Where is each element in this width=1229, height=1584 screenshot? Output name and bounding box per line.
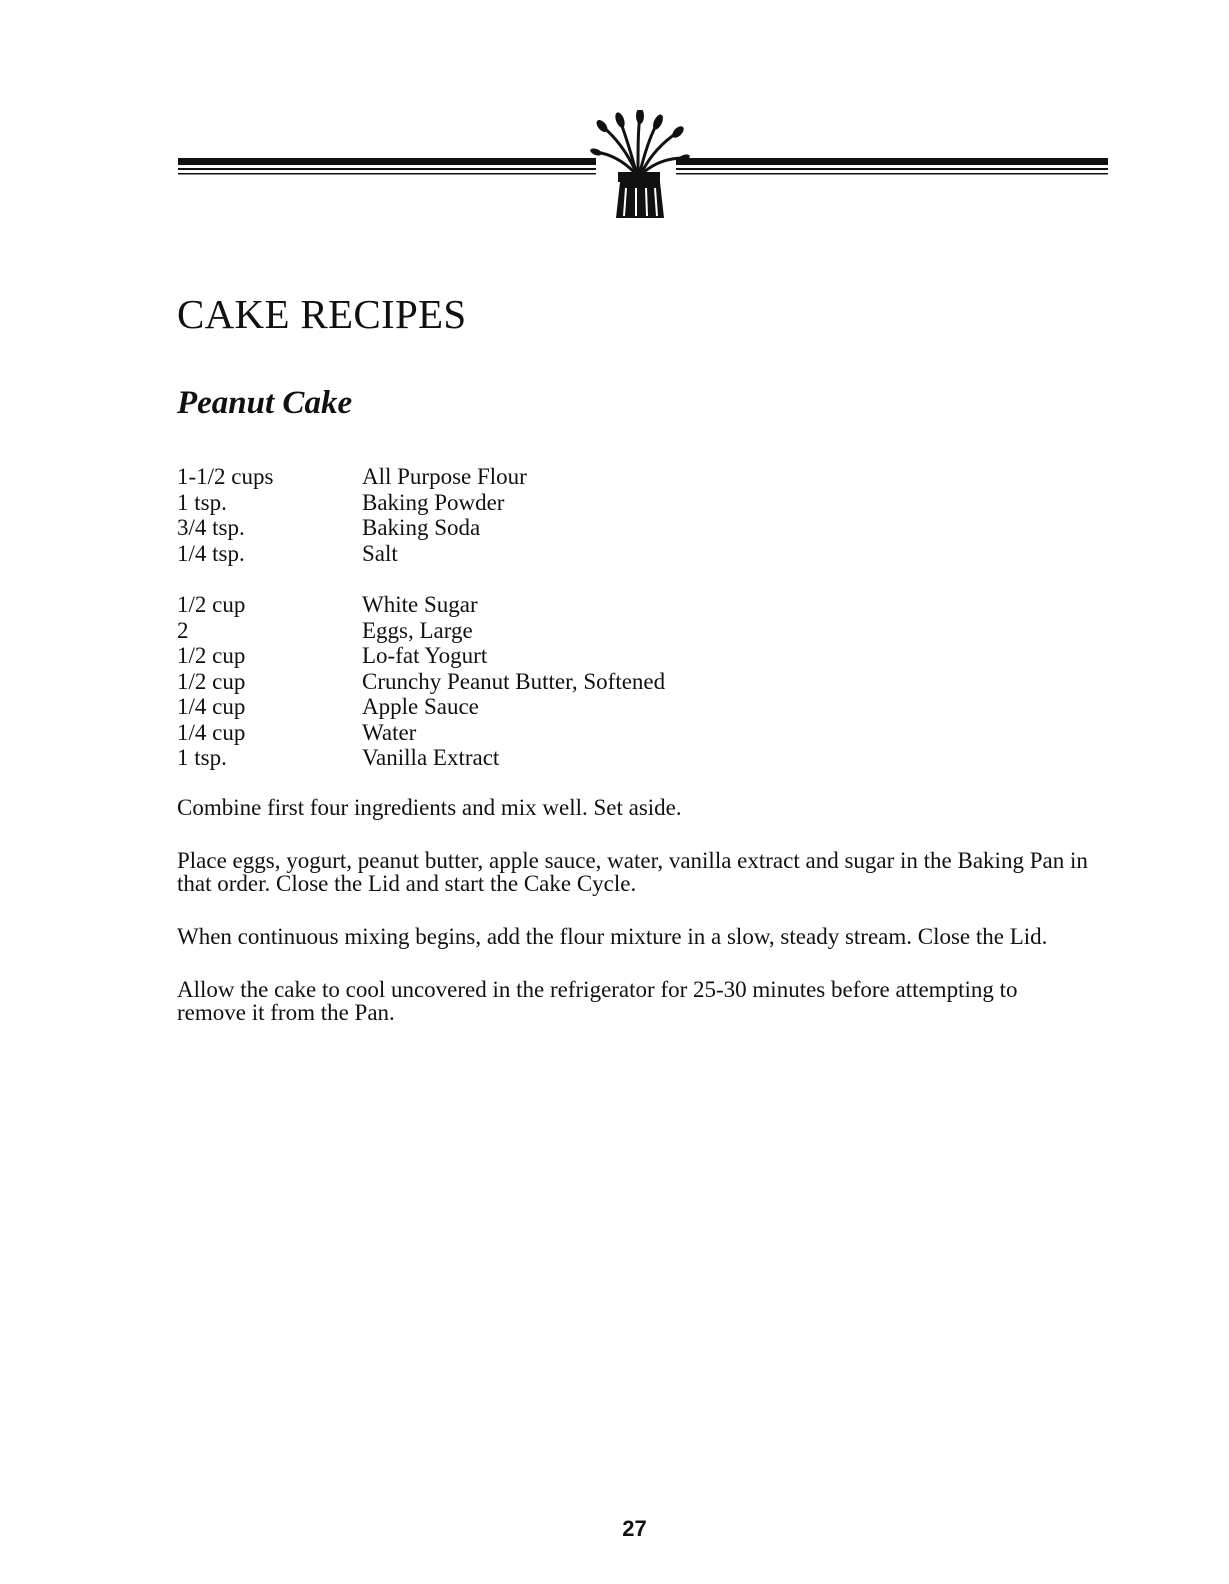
ingredient-name: Lo-fat Yogurt [362,643,488,668]
ingredient-quantity: 3/4 tsp. [177,515,245,540]
ingredient-name: Crunchy Peanut Butter, Softened [362,668,666,694]
ingredient-row [177,643,797,669]
ingredient-quantity: 1/4 cup [177,694,246,719]
ingredient-name: Eggs, Large [362,617,473,643]
ingredient-row [177,515,797,541]
page-number: 27 [622,1516,647,1541]
ingredient-list [177,464,797,797]
instruction-step: Place eggs, yogurt, peanut butter, apple sauce, water, vanilla extract and sugar in the Baking Pan in that order. Close the Lid and start the Cake Cycle. [177,848,1088,896]
instruction-step: Combine first four ingredients and mix well. Set aside. [177,795,682,820]
ingredient-row [177,592,797,618]
ingredient-name: Salt [362,540,398,566]
ingredient-name: Baking Powder [362,489,505,515]
recipe-title: Peanut Cake [177,385,353,421]
ingredient-quantity: 1/2 cup [177,592,246,617]
ingredient-name: Apple Sauce [362,694,479,719]
instructions [177,796,1092,1054]
ingredient-name: Vanilla Extract [362,745,500,770]
ingredient-row [177,464,797,490]
ingredient-name: White Sugar [362,592,478,617]
ingredient-name: All Purpose Flour [362,464,527,489]
ingredient-quantity: 1-1/2 cups [177,464,274,489]
ingredient-group-wet [177,592,797,771]
ingredient-row [177,541,797,567]
ingredient-name: Water [362,719,417,745]
header-rule [178,110,1108,225]
section-title: CAKE RECIPES [177,291,467,337]
ingredient-row [177,618,797,644]
ingredient-quantity: 1/2 cup [177,643,246,668]
ingredient-row [177,490,797,516]
ingredient-row [177,720,797,746]
ingredient-group-dry [177,464,797,566]
ingredient-quantity: 2 [177,617,189,643]
ingredient-row [177,745,797,771]
ingredient-quantity: 1/4 tsp. [177,540,245,566]
instruction-step: Allow the cake to cool uncovered in the refrigerator for 25-30 minutes before attempting to remove it from the Pan. [177,977,1018,1025]
ingredient-row [177,669,797,695]
ingredient-row [177,694,797,720]
ingredient-quantity: 1/2 cup [177,668,246,694]
ingredient-name: Baking Soda [362,515,481,540]
ingredient-quantity: 1/4 cup [177,719,246,745]
wheat-sheaf-icon [589,110,690,218]
ingredient-quantity: 1 tsp. [177,489,227,515]
instruction-step: When continuous mixing begins, add the flour mixture in a slow, steady stream. Close the Lid. [177,924,1048,949]
ingredient-quantity: 1 tsp. [177,745,227,770]
